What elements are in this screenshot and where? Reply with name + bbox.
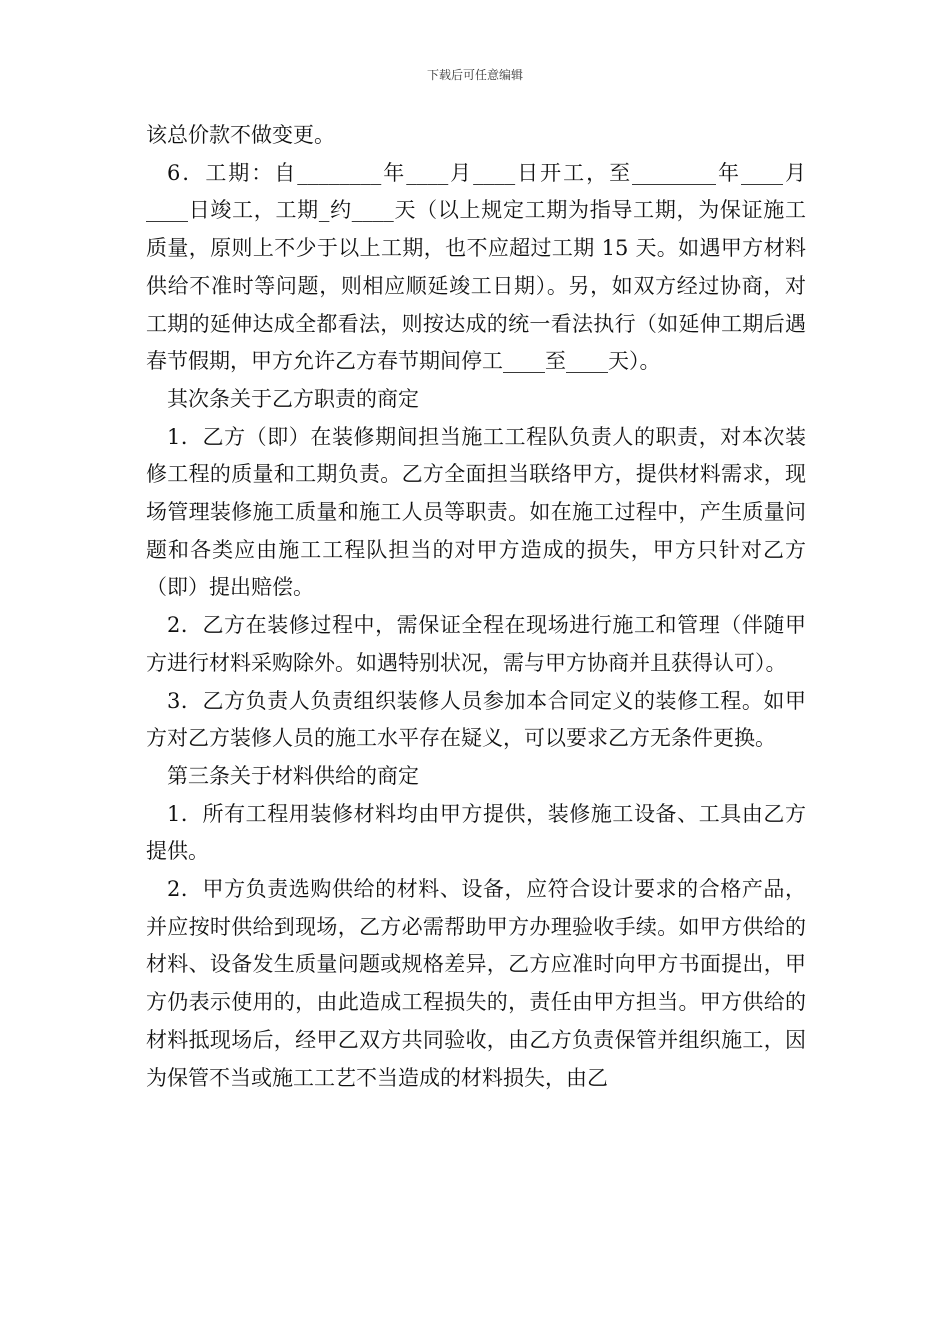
paragraph-party-b-duty-2: 2．乙方在装修过程中，需保证全程在现场进行施工和管理（伴随甲方进行材料采购除外。如遇特别状况，需与甲方协商并且获得认可）。	[146, 613, 806, 675]
paragraph-construction-period: 6．工期：自________年____月____日开工，至________年____月____日竣工，工期_约____天（以上规定工期为指导工期，为保证施工质量，原则上不少于以上工期，也不应超过工期 15 天。如遇甲方材料供给不准时等问题，则相应顺延竣工日期）。另，如双方经过协商，对工期的延伸达成全都看法，则按达成的统一看法执行（如延伸工期后遇春节假期，甲方允许乙方春节期间停工____至____天）。	[146, 160, 806, 374]
contract-body	[146, 117, 806, 1097]
paragraph-price-unchanged: 该总价款不做变更。	[146, 123, 335, 147]
section-heading-party-b-duties: 其次条关于乙方职责的商定	[167, 386, 419, 411]
paragraph-party-b-duty-3: 3．乙方负责人负责组织装修人员参加本合同定义的装修工程。如甲方对乙方装修人员的施工水平存在疑义，可以要求乙方无条件更换。	[146, 688, 806, 751]
paragraph-material-supply-1: 1．所有工程用装修材料均由甲方提供，装修施工设备、工具由乙方提供。	[146, 801, 806, 864]
section-heading-material-supply: 第三条关于材料供给的商定	[167, 763, 419, 788]
page-header-note: 下载后可任意编辑	[426, 68, 523, 82]
paragraph-party-b-duty-1: 1．乙方（即）在装修期间担当施工工程队负责人的职责，对本次装修工程的质量和工期负责。乙方全面担当联络甲方，提供材料需求，现场管理装修施工质量和施工人员等职责。如在施工过程中，产生质量问题和各类应由施工工程队担当的对甲方造成的损失，甲方只针对乙方（即）提出赔偿。	[146, 424, 806, 600]
paragraph-material-supply-2: 2．甲方负责选购供给的材料、设备，应符合设计要求的合格产品，并应按时供给到现场，乙方必需帮助甲方办理验收手续。如甲方供给的材料、设备发生质量问题或规格差异，乙方应准时向甲方书面提出，甲方仍表示使用的，由此造成工程损失的，责任由甲方担当。甲方供给的材料抵现场后，经甲乙双方共同验收，由乙方负责保管并组织施工，因为保管不当或施工工艺不当造成的材料损失，由乙	[146, 877, 806, 1090]
